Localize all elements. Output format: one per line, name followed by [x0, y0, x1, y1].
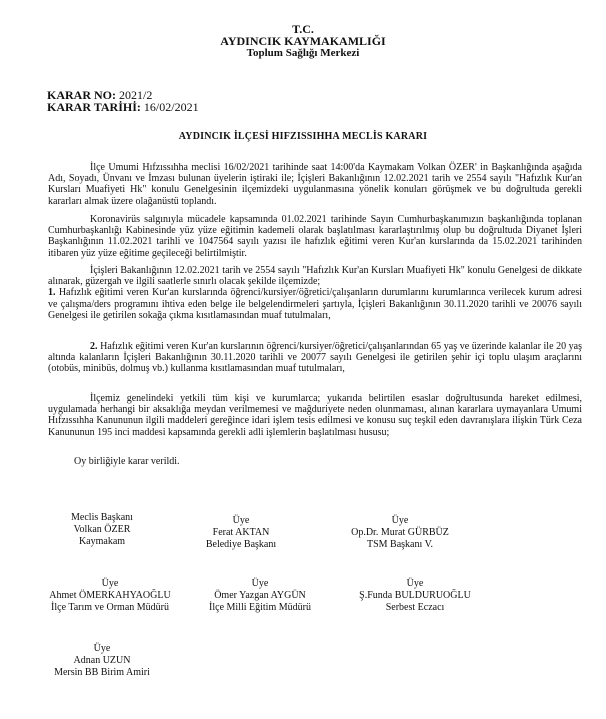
decision-number-label: KARAR NO:: [47, 88, 116, 102]
paragraph-enforcement: İlçemiz genelindeki yetkili tüm kişi ve kurumlarca; yukarıda belirtilen esaslar doğrultusunda hareket edilmesi, uygulamada herhangi bir aksaklığa meydan verilmemesi ve mağduriyete neden olunmaması, alınan kararlara uymayanlara Umumi Hıfzıssıhha Kanununun ilgili maddeleri gereğince idari işlem tesis edilmesi ve konusu suç teşkil eden davranışlara ilişkin Türk Ceza Kanununun 195 inci maddesi kapsamında gerekli adli işlemlerin başlatılması hususu;: [48, 393, 582, 438]
signatory-title: TSM Başkanı V.: [366, 539, 434, 550]
signatory-name: Ahmet ÖMERKAHYAOĞLU: [49, 590, 171, 601]
decision-date-label: KARAR TARİHİ:: [47, 100, 141, 114]
paragraph-background: Koronavirüs salgınıyla mücadele kapsamında 01.02.2021 tarihinde Sayın Cumhurbaşkanımızın başkanlığında toplanan Cumhurbaşkanlığı Kabinesinde yüz yüze eğitimin kademeli olarak başlatılması kararlaştırılmış olup bu doğrultuda Diyanet İşleri Başkanlığının 11.02.2021 tarihli ve 1047564 sayılı yazısı ile hafızlık eğitimi veren Kur'an kurslarında da 15.02.2021 tarihinden itibaren yüz yüze eğitime geçileceği belirtilmiştir.: [48, 214, 582, 259]
signatory-name: Ş.Funda BULDURUOĞLU: [359, 590, 471, 601]
paragraph-item-2: [48, 341, 582, 375]
signatory-member: [40, 578, 180, 614]
header-institution: AYDINCIK KAYMAKAMLIĞI: [220, 34, 386, 48]
paragraph-intro: İlçe Umumi Hıfzıssıhha meclisi 16/02/2021 tarihinde saat 14:00'da Kaymakam Volkan ÖZER' in Başkanlığında aşağıda Adı, Soyadı, Ünvanı ve İmzası bulunan üyelerin iştiraki ile; İçişleri Bakanlığının 12.02.2021 tarih ve 2554 sayılı "Hafızlık Kur'an Kursları Muafiyeti Hk" konulu Genelgesinin ilçemizdeki uygulanmasına yönelik konuları görüşmek ve bu doğrultuda gerekli kararları almak üzere olağanüstü toplandı.: [48, 162, 582, 207]
document-title: AYDINCIK İLÇESİ HIFZISSIHHA MECLİS KARARI: [178, 131, 428, 142]
signatory-title: Belediye Başkanı: [205, 539, 277, 550]
header-country: T.C.: [292, 22, 314, 36]
header-department: Toplum Sağlığı Merkezi: [246, 47, 360, 59]
signatory-member: [190, 578, 330, 614]
signatory-name: Ferat AKTAN: [212, 527, 270, 538]
signatory-title: Kaymakam: [78, 536, 126, 547]
signatory-role: Üye: [391, 515, 409, 526]
signatory-title: İlçe Milli Eğitim Müdürü: [209, 602, 311, 613]
signatory-role: Üye: [406, 578, 424, 589]
item-1-label: 1.: [48, 287, 56, 299]
signatory-role: Üye: [101, 578, 119, 589]
paragraph-unanimous: Oy birliğiyle karar verildi.: [74, 456, 180, 467]
decision-number-value: 2021/2: [119, 88, 153, 102]
signatory-name: Ömer Yazgan AYGÜN: [214, 590, 306, 601]
signatory-member: [350, 578, 480, 614]
item-2-text: Hafızlık eğitimi veren Kur'an kurslarının öğrenci/kursiyer/öğretici/çalışanlarından 65 yaş ve üzerinde kalanlar ile 20 yaş altında kalanların İçişleri Bakanlığının 30.11.2020 tarihli ve 20077 sayılı Genelgesi ile getirilen şehir içi toplu ulaşım araçlarını (otobüs, minibüs, dolmuş vb.) kullanma kısıtlamasından muaf tutulmaları,: [48, 341, 583, 375]
signatory-name: Adnan UZUN: [73, 655, 131, 666]
signatory-member: [186, 515, 296, 551]
decision-date: [47, 100, 199, 115]
signatory-title: İlçe Tarım ve Orman Müdürü: [51, 602, 169, 613]
item-2-label: 2.: [90, 341, 98, 352]
signatory-title: Mersin BB Birim Amiri: [54, 667, 150, 678]
signatory-name: Op.Dr. Murat GÜRBÜZ: [351, 527, 449, 538]
signatory-role: Üye: [251, 578, 269, 589]
signatory-role: Üye: [232, 515, 250, 526]
paragraph-decision: [48, 265, 582, 321]
signatory-member: [42, 643, 162, 679]
paragraph-decision-text: İçişleri Bakanlığının 12.02.2021 tarih ve 2554 sayılı "Hafızlık Kur'an Kursları Muafiyeti Hk" konulu Genelgesi de dikkate alınarak, güzergah ve ilgili saatlerle sınırlı olacak şekilde ilçemizde;: [48, 265, 582, 288]
item-1-text: Hafızlık eğitimi veren Kur'an kurslarında öğrenci/kursiyer/öğretici/çalışanların durumlarını kurumlarınca verilecek kurum adresi ve çalışma/ders programını ihtiva eden belge ile belgelendirmeleri şartıyla, İçişleri Bakanlığının 30.11.2020 tarihli ve 20076 sayılı Genelgesi ile getirilen sokağa çıkma kısıtlamasından muaf tutulmaları,: [48, 287, 582, 321]
signatory-name: Volkan ÖZER: [73, 524, 131, 535]
signatory-chair: [42, 512, 162, 548]
decision-date-value: 16/02/2021: [143, 100, 199, 114]
signatory-member: [335, 515, 465, 551]
signatory-title: Serbest Eczacı: [385, 602, 445, 613]
signatory-role: Üye: [93, 643, 111, 654]
signatory-role: Meclis Başkanı: [71, 512, 133, 523]
